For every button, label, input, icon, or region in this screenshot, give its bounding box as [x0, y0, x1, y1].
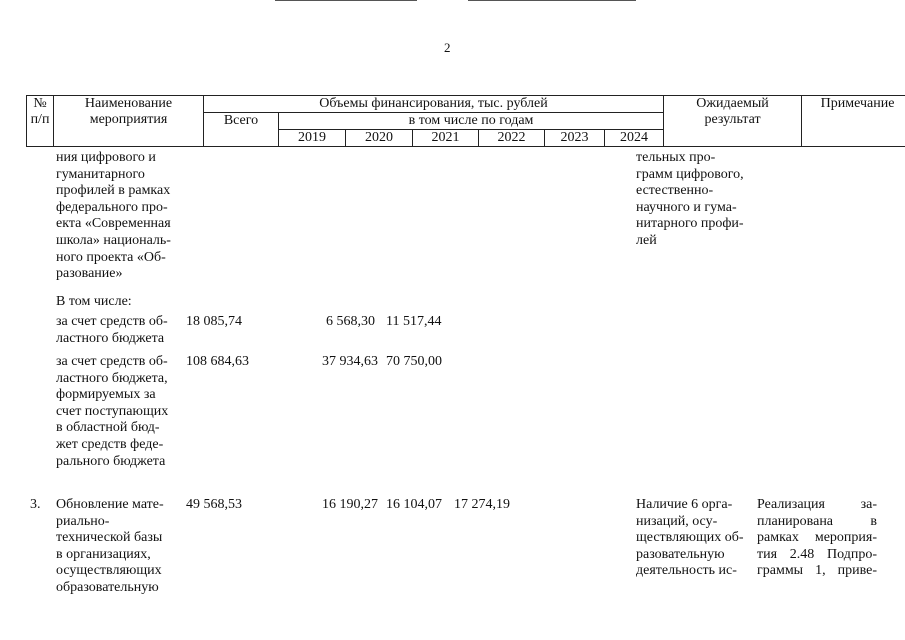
row-federal-total: 108 684,63: [186, 354, 249, 369]
row-regional-total: 18 085,74: [186, 314, 242, 329]
header-year-2020: 2020: [346, 130, 413, 147]
header-col-by-year: в том числе по годам: [279, 113, 664, 130]
row3-2020: 16 190,27: [322, 497, 378, 512]
including-label: В том числе:: [56, 294, 132, 309]
row-regional-2020: 6 568,30: [326, 314, 375, 329]
header-col-result: Ожидаемый результат: [664, 96, 802, 147]
row-federal-name: за счет средств об- ластного бюджета, формируемых за счет поступающих в областной бюд- жет средств феде- рального бюджета: [56, 354, 169, 469]
continued-name: ния цифрового и гуманитарного профилей в рамках федерального про- екта «Современная школа» националь- ного проекта «Об- разование»: [56, 150, 171, 282]
row3-result: Наличие 6 орга- низаций, осу- ществляющих об- разовательную деятельность ис-: [636, 497, 744, 579]
header-year-2022: 2022: [479, 130, 545, 147]
header-year-2019: 2019: [279, 130, 346, 147]
row3-2021: 16 104,07: [386, 497, 442, 512]
row3-number: 3.: [30, 497, 41, 512]
row3-note: Реализация за- планирована в рамках мероприя- тия 2.48 Подпро- граммы 1, приве-: [757, 497, 877, 579]
row-federal-2021: 70 750,00: [386, 354, 442, 369]
row-federal-2020: 37 934,63: [322, 354, 378, 369]
row3-2022: 17 274,19: [454, 497, 510, 512]
header-col-funding: Объемы финансирования, тыс. рублей: [204, 96, 664, 113]
top-rule-left: [275, 0, 417, 1]
row3-name: Обновление мате- риально- технической базы в организациях, осуществляющих образовательную: [56, 497, 164, 595]
row3-total: 49 568,53: [186, 497, 242, 512]
header-col-name: Наименование мероприятия: [54, 96, 204, 147]
page-number: 2: [444, 40, 451, 55]
table-header: [26, 95, 905, 147]
header-year-2021: 2021: [413, 130, 479, 147]
header-col-note: Примечание: [802, 96, 905, 147]
header-col-total: Всего: [204, 113, 279, 147]
top-rule-right: [468, 0, 636, 1]
header-col-number: № п/п: [27, 96, 54, 147]
continued-result: тельных про- грамм цифрового, естественно- научного и гума- нитарного профи- лей: [636, 150, 744, 248]
row-regional-2021: 11 517,44: [386, 314, 442, 329]
header-year-2024: 2024: [605, 130, 664, 147]
row-regional-name: за счет средств об- ластного бюджета: [56, 314, 168, 346]
header-year-2023: 2023: [545, 130, 605, 147]
